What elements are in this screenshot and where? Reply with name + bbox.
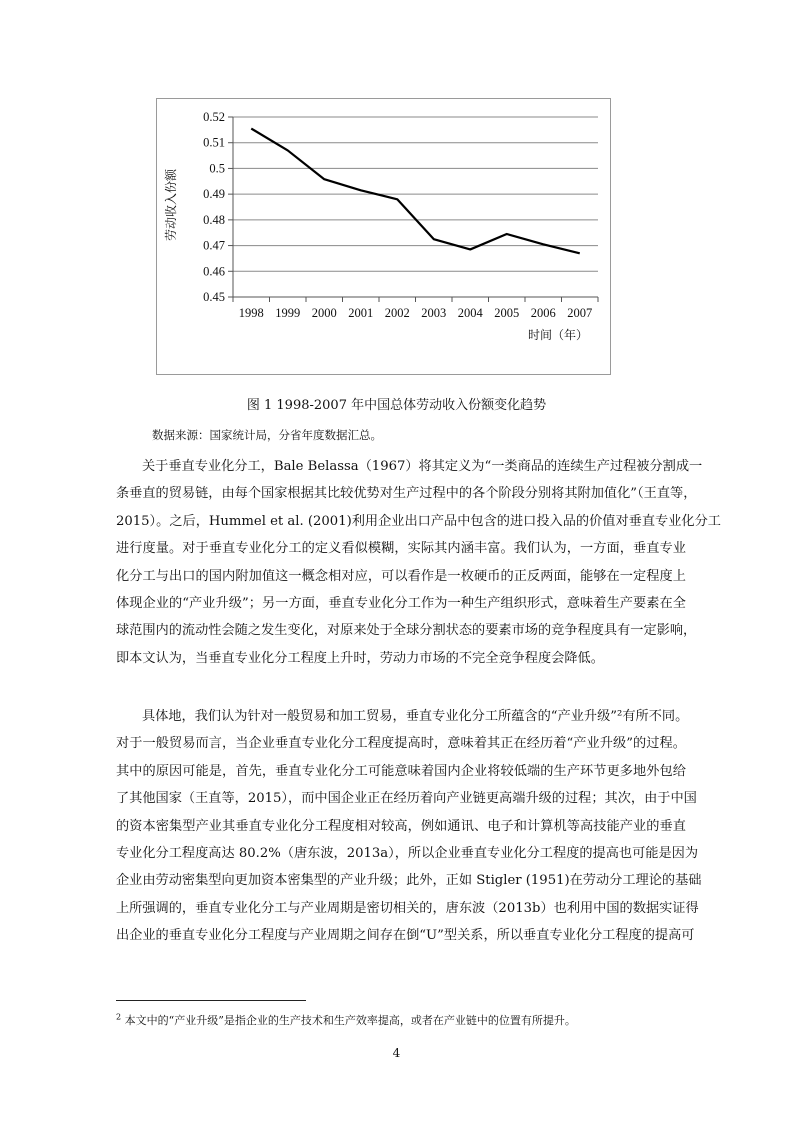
text-line: 2015）。之后，Hummel et al. (2001)利用企业出口产品中包含的进口投入品的价值对垂直专业化分工	[116, 513, 721, 529]
x-tick-label: 2001	[348, 306, 374, 320]
x-tick-label: 2002	[384, 306, 410, 320]
text-line: 具体地，我们认为针对一般贸易和加工贸易，垂直专业化分工所蕴含的“产业升级”²有所不同。	[142, 709, 689, 724]
figure-caption: 图 1 1998-2007 年中国总体劳动收入份额变化趋势	[246, 398, 547, 413]
data-source-note: 数据来源：国家统计局，分省年度数据汇总。	[152, 428, 382, 442]
y-tick-label: 0.47	[203, 238, 225, 253]
y-tick-label: 0.51	[203, 135, 225, 150]
text-line: 了其他国家（王直等，2015），而中国企业正在经历着向产业链更高端升级的过程；其次，由于中国	[116, 791, 697, 807]
x-tick-label: 2004	[457, 306, 483, 320]
text-line: 企业由劳动密集型向更加资本密集型的产业升级；此外，正如 Stigler (1951)在劳动分工理论的基础	[116, 873, 702, 889]
x-tick-label: 1999	[275, 306, 301, 320]
labor-share-line-chart	[157, 99, 610, 374]
y-tick-label: 0.46	[203, 264, 225, 279]
x-tick-label: 2007	[567, 306, 593, 320]
x-tick-label: 2006	[530, 306, 556, 320]
footnote-text: 本文中的“产业升级”是指企业的生产技术和生产效率提高，或者在产业链中的位置有所提升。	[124, 1014, 576, 1027]
text-line: 条垂直的贸易链，由每个国家根据其比较优势对生产过程中的各个阶段分别将其附加值化”（王直等，	[116, 486, 697, 502]
text-line: 上所强调的，垂直专业化分工与产业周期是密切相关的，唐东波（2013b）也利用中国的数据实证得	[116, 900, 699, 916]
y-tick-label: 0.48	[203, 212, 225, 227]
x-axis-label: 时间（年）	[527, 328, 589, 342]
paragraph-2	[116, 703, 702, 950]
footnote-mark: 2	[116, 1012, 122, 1022]
footnote-divider	[116, 1000, 306, 1001]
paragraph-1	[116, 453, 721, 672]
y-tick-label: 0.52	[203, 110, 225, 124]
y-tick-label: 0.5	[209, 161, 225, 176]
y-tick-label: 0.45	[203, 290, 225, 304]
text-line: 关于垂直专业化分工，Bale Belassa（1967）将其定义为“一类商品的连续生产过程被分割成一	[142, 459, 703, 474]
text-line: 即本文认为，当垂直专业化分工程度上升时，劳动力市场的不完全竞争程度会降低。	[116, 650, 604, 666]
footnote	[116, 1012, 576, 1028]
text-line: 对于一般贸易而言，当企业垂直专业化分工程度提高时，意味着其正在经历着“产业升级”的过程。	[116, 736, 686, 752]
text-line: 进行度量。对于垂直专业化分工的定义看似模糊，实际其内涵丰富。我们认为，一方面，垂直专业	[116, 541, 686, 557]
text-line: 化分工与出口的国内附加值这一概念相对应，可以看作是一枚硬币的正反两面，能够在一定程度上	[116, 568, 686, 584]
page-number: 4	[392, 1046, 401, 1060]
series-line	[251, 129, 580, 254]
text-line: 专业化分工程度高达 80.2%（唐东波，2013a），所以企业垂直专业化分工程度的提高也可能是因为	[116, 846, 699, 862]
x-tick-label: 2000	[311, 306, 337, 320]
x-tick-label: 1998	[238, 306, 264, 320]
text-line: 出企业的垂直专业化分工程度与产业周期之间存在倒“U”型关系，所以垂直专业化分工程度的提高可	[116, 928, 695, 944]
y-tick-label: 0.49	[203, 187, 225, 202]
text-line: 其中的原因可能是，首先，垂直专业化分工可能意味着国内企业将较低端的生产环节更多地外包给	[116, 763, 686, 779]
text-line: 体现企业的“产业升级”；另一方面，垂直专业化分工作为一种生产组织形式，意味着生产要素在全	[116, 596, 686, 612]
x-tick-label: 2003	[421, 306, 447, 320]
y-axis-label: 劳动收入份额	[164, 168, 178, 242]
x-tick-label: 2005	[494, 306, 520, 320]
text-line: 球范围内的流动性会随之发生变化，对原来处于全球分割状态的要素市场的竞争程度具有一定影响，	[116, 623, 697, 639]
text-line: 的资本密集型产业其垂直专业化分工程度相对较高，例如通讯、电子和计算机等高技能产业的垂直	[116, 818, 686, 834]
chart-frame	[156, 98, 611, 375]
